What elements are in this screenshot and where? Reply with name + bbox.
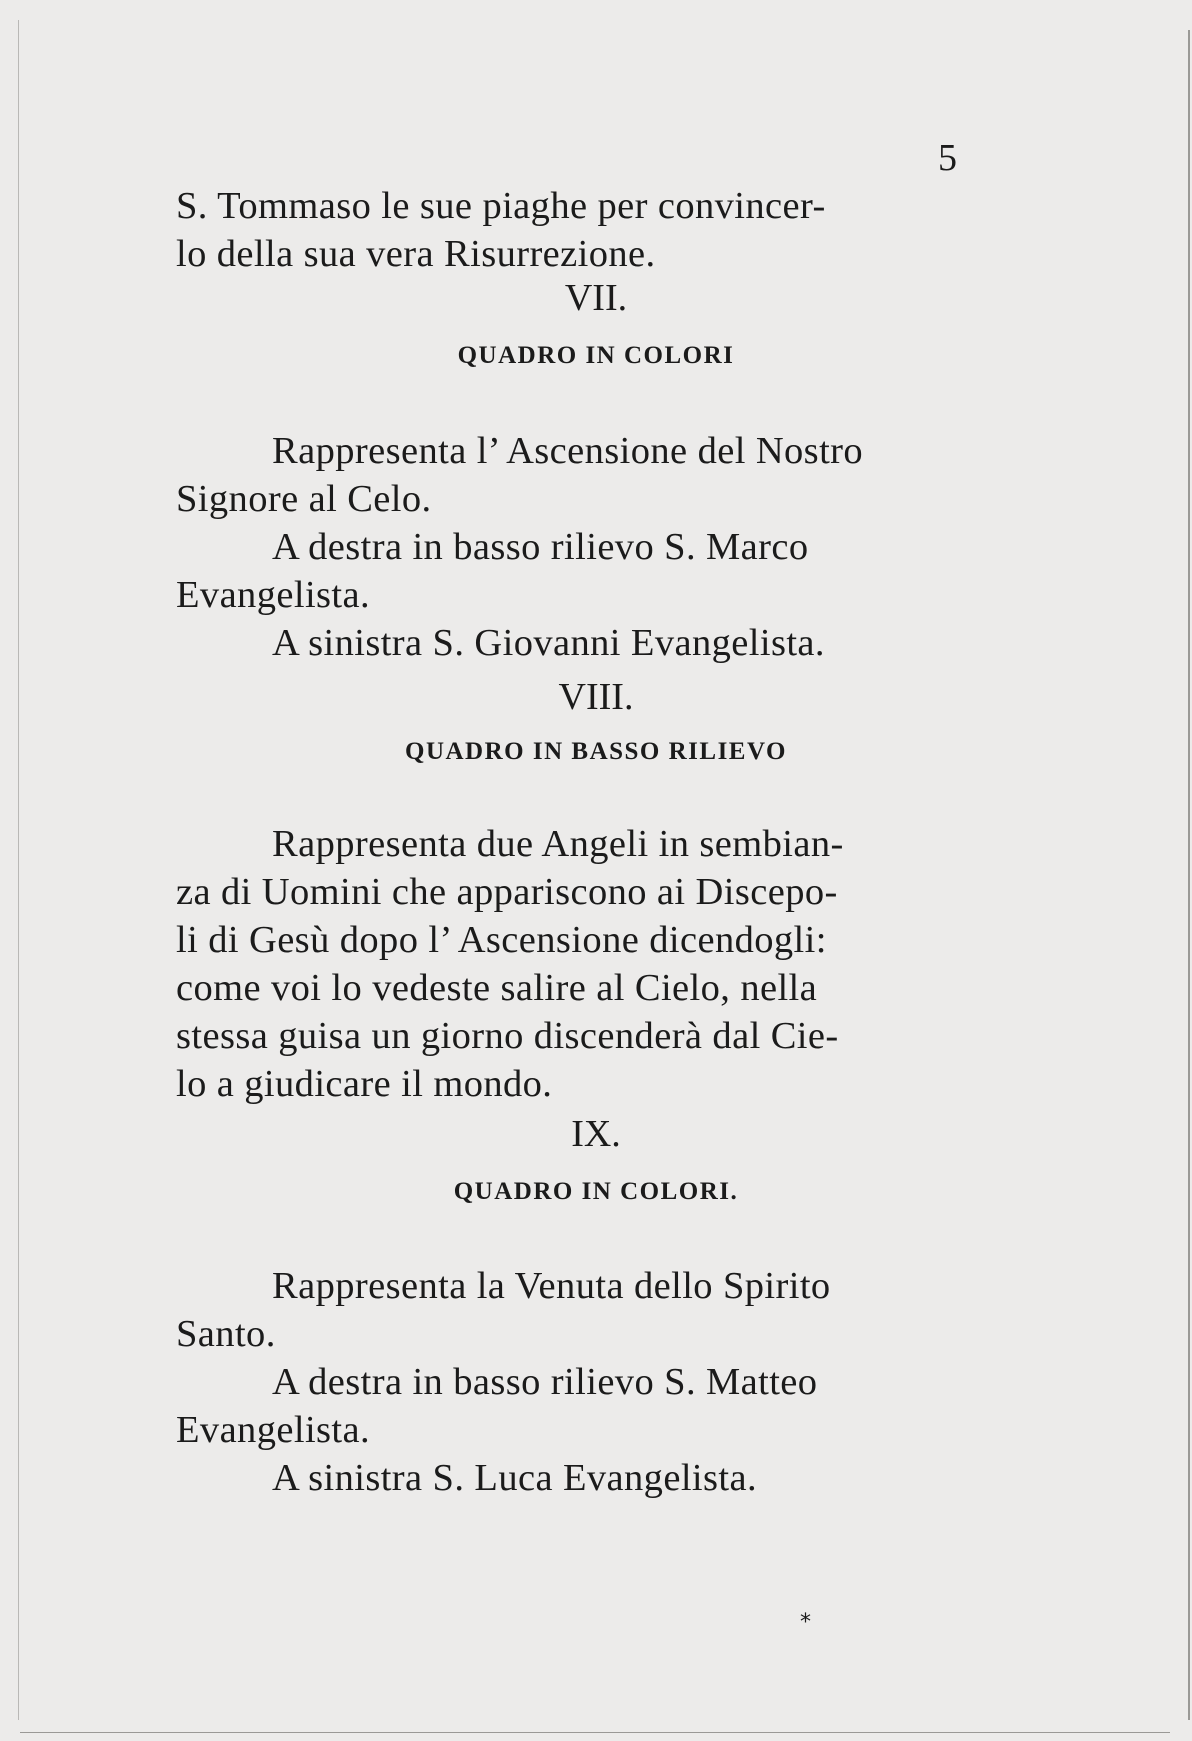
section-caption-viii: QUADRO IN BASSO RILIEVO <box>405 738 787 765</box>
text-line: stessa guisa un giorno discenderà dal Cie- <box>176 1015 839 1057</box>
text-line: Evangelista. <box>176 574 371 616</box>
section-vii-body <box>176 427 1062 667</box>
scan-edge-left <box>18 20 19 1720</box>
text-line: A sinistra S. Giovanni Evangelista. <box>272 622 825 664</box>
text-line: S. Tommaso le sue piaghe per convincer- <box>176 185 826 227</box>
text-line: Signore al Celo. <box>176 478 432 520</box>
section-numeral-ix: IX. <box>571 1113 621 1155</box>
section-ix-body <box>176 1262 1062 1502</box>
page-number: 5 <box>938 137 957 179</box>
text-line: A destra in basso rilievo S. Matteo <box>272 1361 818 1403</box>
text-line: Evangelista. <box>176 1409 371 1451</box>
text-line: come voi lo vedeste salire al Cielo, nella <box>176 967 818 1009</box>
text-line: za di Uomini che appariscono ai Discepo- <box>176 871 838 913</box>
text-line: Santo. <box>176 1313 276 1355</box>
text-line: A destra in basso rilievo S. Marco <box>272 526 809 568</box>
section-numeral-vii: VII. <box>564 277 628 319</box>
section-viii-body <box>176 820 1062 1108</box>
text-line: Rappresenta due Angeli in sembian- <box>272 823 844 865</box>
section-caption-ix: QUADRO IN COLORI. <box>453 1178 739 1205</box>
scan-edge-bottom <box>20 1732 1170 1733</box>
text-line: Rappresenta l’ Ascensione del Nostro <box>272 430 864 472</box>
text-line: A sinistra S. Luca Evangelista. <box>272 1457 758 1499</box>
section-caption-vii: QUADRO IN COLORI <box>457 342 735 369</box>
signature-mark: * <box>800 1610 811 1635</box>
text-line: lo a giudicare il mondo. <box>176 1063 553 1105</box>
section-numeral-viii: VIII. <box>558 676 634 718</box>
text-line: li di Gesù dopo l’ Ascensione dicendogli: <box>176 919 827 961</box>
opening-paragraph <box>176 182 1062 278</box>
text-line: lo della sua vera Risurrezione. <box>176 233 656 275</box>
text-line: Rappresenta la Venuta dello Spirito <box>272 1265 831 1307</box>
